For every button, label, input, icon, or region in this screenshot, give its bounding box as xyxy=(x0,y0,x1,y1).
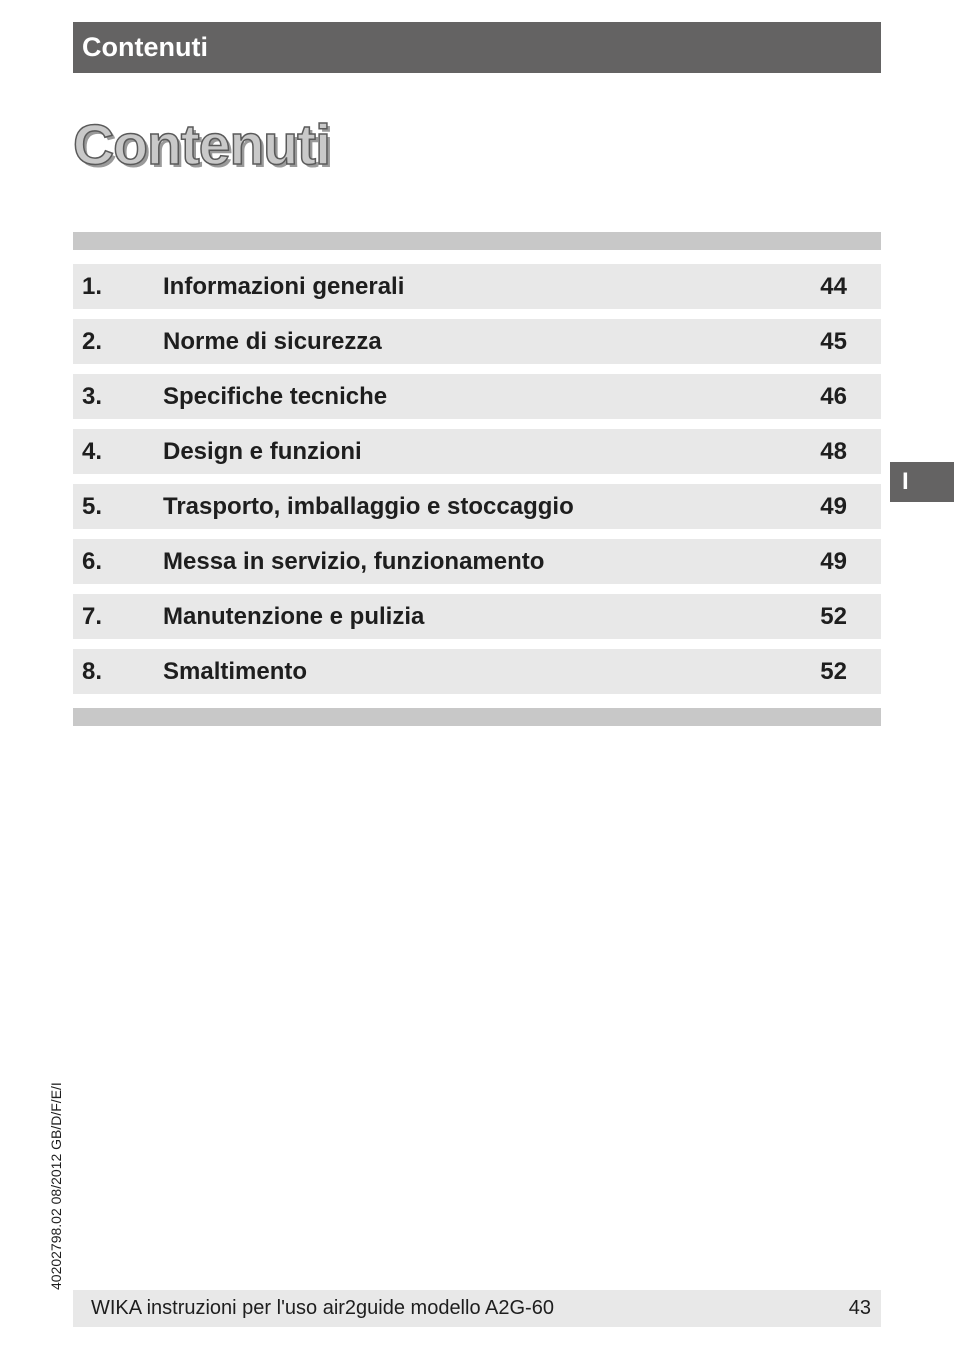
toc-row-6[interactable] xyxy=(73,539,881,584)
toc-title: Messa in servizio, funzionamento xyxy=(163,548,545,575)
footer-bar xyxy=(73,1290,881,1327)
toc-page-number: 44 xyxy=(820,273,847,300)
document-code: 40202798.02 08/2012 GB/D/F/E/I xyxy=(48,1082,64,1290)
toc-bottom-rule xyxy=(73,708,881,726)
section-header-label: Contenuti xyxy=(82,32,208,62)
toc-title: Informazioni generali xyxy=(163,273,405,300)
toc-number: 2. xyxy=(82,328,103,355)
toc-number: 7. xyxy=(82,603,103,630)
toc-row-2[interactable] xyxy=(73,319,881,364)
toc-number: 8. xyxy=(82,658,103,685)
toc-number: 4. xyxy=(82,438,103,465)
toc-top-rule xyxy=(73,232,881,250)
toc-row-8[interactable] xyxy=(73,649,881,694)
page-title: Contenuti xyxy=(73,113,330,177)
toc-title: Smaltimento xyxy=(163,658,308,685)
toc-title: Specifiche tecniche xyxy=(163,383,388,410)
toc-title: Design e funzioni xyxy=(163,438,362,465)
footer-text: WIKA instruzioni per l'uso air2guide modello A2G-60 xyxy=(91,1297,554,1319)
toc-row-4[interactable] xyxy=(73,429,881,474)
toc-title: Norme di sicurezza xyxy=(163,328,382,355)
toc-row-7[interactable] xyxy=(73,594,881,639)
language-tab xyxy=(890,462,954,502)
toc-row-1[interactable] xyxy=(73,264,881,309)
toc-page-number: 52 xyxy=(820,603,847,630)
toc-number: 1. xyxy=(82,273,103,300)
toc-number: 5. xyxy=(82,493,103,520)
language-tab-label: I xyxy=(902,468,909,495)
toc-page-number: 48 xyxy=(820,438,847,465)
toc-row-5[interactable] xyxy=(73,484,881,529)
toc-row-3[interactable] xyxy=(73,374,881,419)
toc-page-number: 45 xyxy=(820,328,847,355)
toc-number: 6. xyxy=(82,548,103,575)
section-header-bar xyxy=(73,22,881,73)
toc-page-number: 52 xyxy=(820,658,847,685)
toc-page-number: 49 xyxy=(820,493,847,520)
toc-number: 3. xyxy=(82,383,103,410)
toc-title: Trasporto, imballaggio e stoccaggio xyxy=(163,493,574,520)
toc-title: Manutenzione e pulizia xyxy=(163,603,425,630)
footer-page-number: 43 xyxy=(848,1297,871,1319)
toc-page-number: 46 xyxy=(820,383,847,410)
toc-page-number: 49 xyxy=(820,548,847,575)
